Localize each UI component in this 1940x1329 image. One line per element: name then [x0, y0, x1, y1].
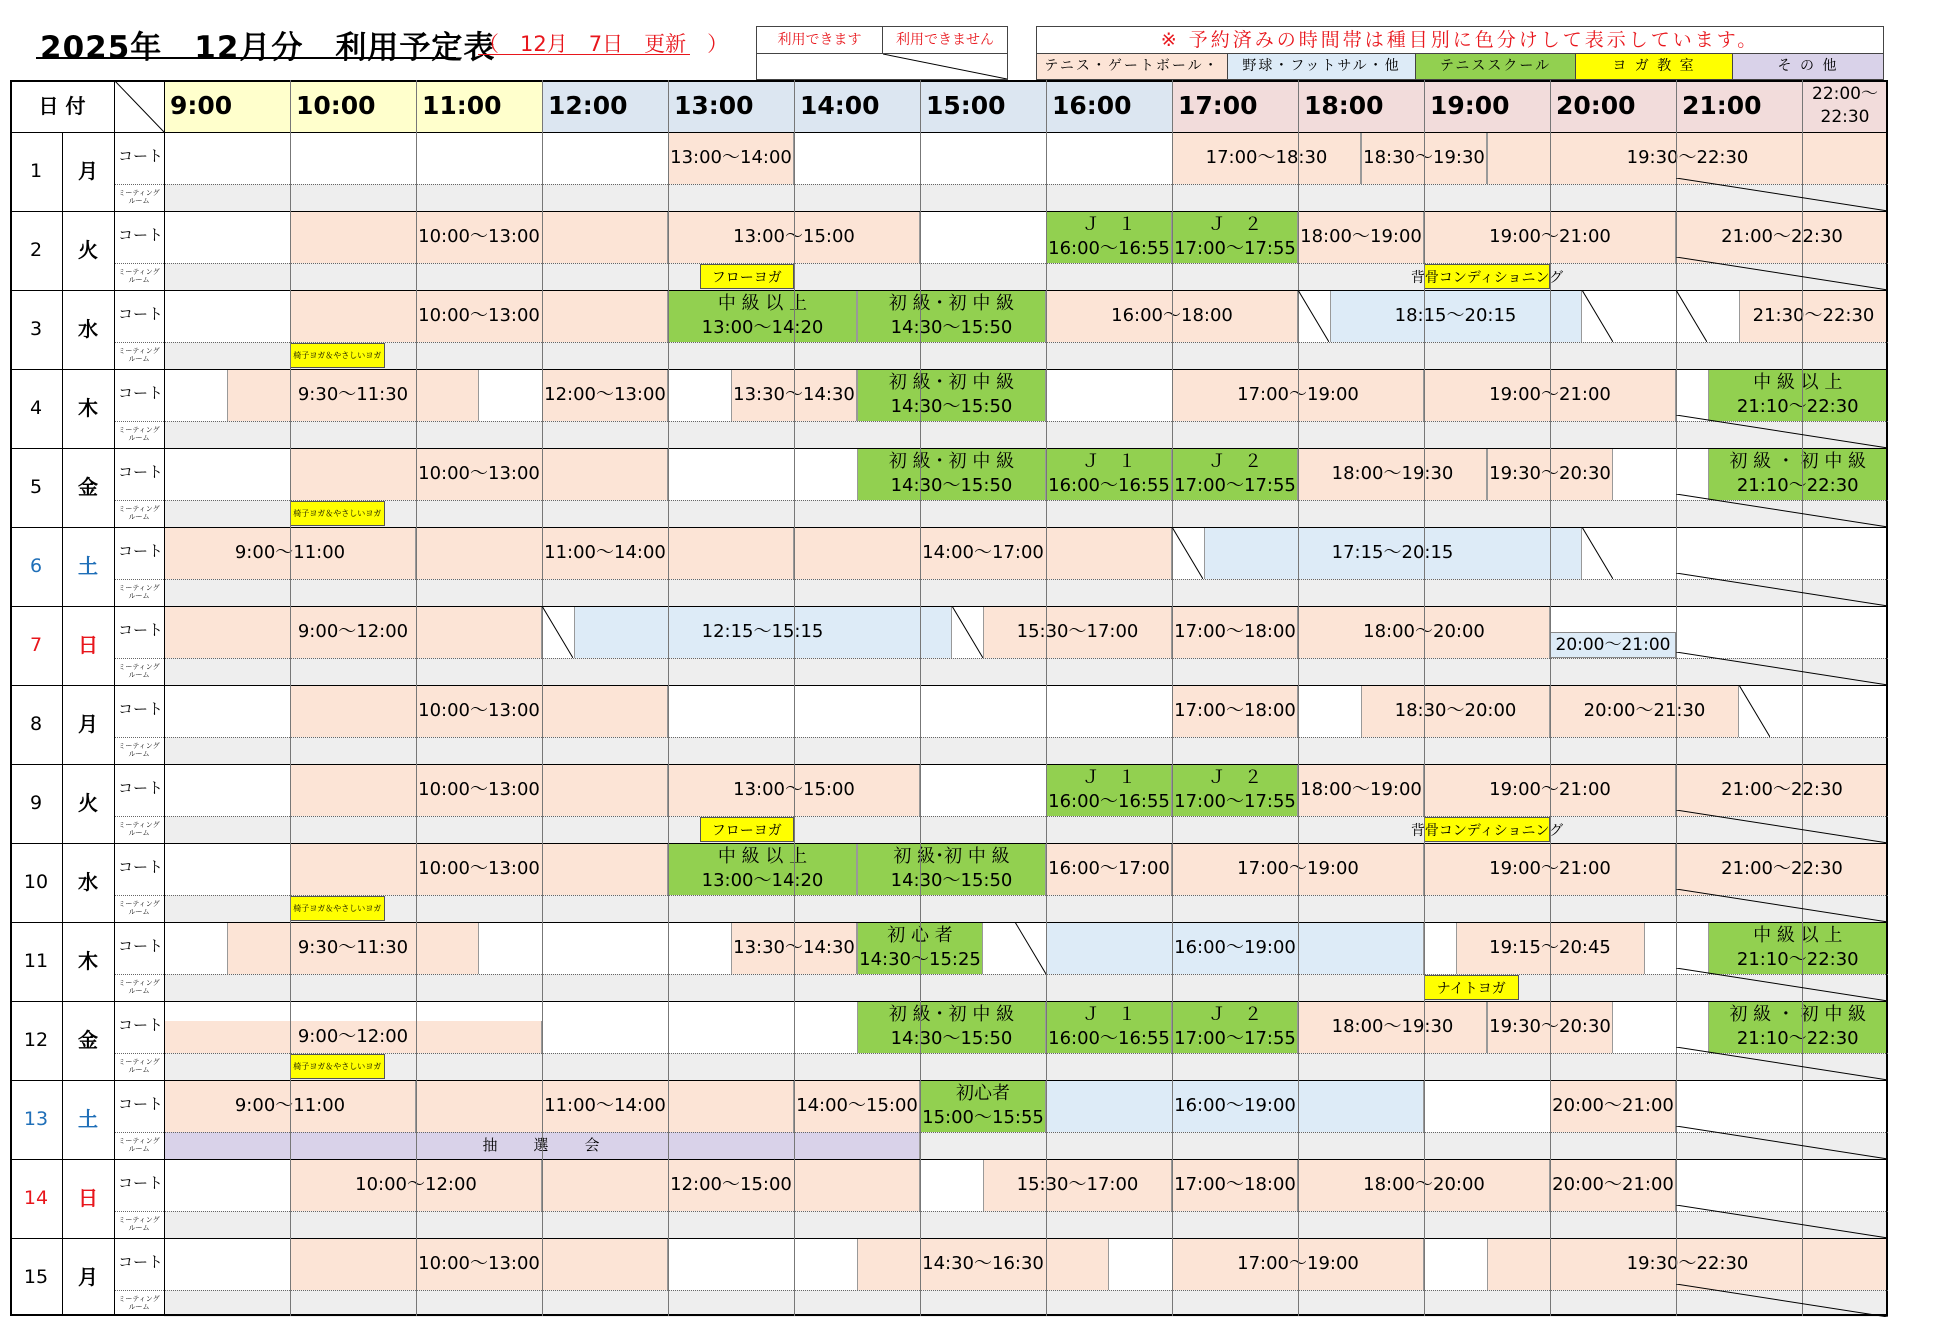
meeting-room-strip [164, 421, 1888, 448]
grid-line [114, 1053, 1888, 1054]
meeting-room-strip [164, 342, 1888, 369]
page-title: 2025年 12月分 利用予定表 [40, 30, 496, 66]
meeting-room-strip [164, 895, 1888, 922]
weekday: 土 [78, 554, 98, 578]
grid-line [10, 1001, 1888, 1002]
tennis-booking: 18:00～20:00 [1298, 606, 1550, 658]
grid-line [10, 922, 1888, 923]
tennis-booking: 10:00～12:00 [290, 1159, 542, 1211]
tennis-booking: 18:00～19:30 [1298, 448, 1487, 500]
day-number: 5 [29, 475, 43, 498]
court-label: コート [118, 384, 164, 402]
tennis-booking: 19:30～22:30 [1487, 132, 1888, 184]
tennis-school-booking: Ｊ ２ 17:00～17:55 [1172, 211, 1298, 263]
weekday: 月 [78, 159, 98, 183]
tennis-booking: 19:00～21:00 [1424, 211, 1676, 263]
tennis-booking: 21:00～22:30 [1676, 843, 1888, 895]
grid-line [10, 764, 1888, 765]
court-label: コート [118, 700, 164, 718]
day-number: 14 [23, 1186, 49, 1209]
baseball-booking: 16:00～19:00 [1046, 1080, 1424, 1132]
unavailable-slash-icon [542, 606, 573, 658]
time-header: 22:00～ 22:30 [1802, 80, 1888, 132]
legend-category: そ の 他 [1733, 54, 1883, 79]
unavailable-slash-icon [1676, 652, 1888, 685]
weekday: 木 [78, 396, 98, 420]
day-number: 11 [23, 949, 49, 972]
grid-line [10, 211, 1888, 212]
weekday: 日 [78, 1186, 98, 1210]
grid-line [10, 843, 1888, 844]
unavailable-slash-icon [952, 606, 983, 658]
day-number: 1 [29, 159, 43, 182]
unavailable-slash-icon [1676, 573, 1888, 606]
yoga-class-tag: 椅子ヨガ＆やさしいヨガ [290, 1054, 385, 1079]
grid-line [1172, 80, 1173, 1316]
grid-line [114, 263, 1888, 264]
tennis-booking: 20:00～21:00 [1550, 1159, 1676, 1211]
court-label: コート [118, 779, 164, 797]
meeting-room-strip [164, 184, 1888, 211]
grid-line [542, 80, 543, 1316]
tennis-booking: 19:00～21:00 [1424, 843, 1676, 895]
unavailable-slash-icon [1676, 257, 1888, 290]
meeting-room-label: ミーティング ルーム [118, 1136, 160, 1153]
tennis-school-booking: 中 級 以 上 13:00～14:20 [668, 290, 857, 342]
court-label: コート [118, 937, 164, 955]
tennis-booking: 14:00～15:00 [794, 1080, 920, 1132]
meeting-room-strip [164, 974, 1888, 1001]
tennis-school-booking: Ｊ ２ 17:00～17:55 [1172, 1001, 1298, 1053]
grid-line [164, 80, 165, 1316]
grid-line [10, 1080, 1888, 1081]
tennis-booking: 10:00～13:00 [290, 764, 668, 816]
tennis-booking: 10:00～13:00 [290, 843, 668, 895]
yoga-class-tag: ナイトヨガ [1424, 975, 1519, 1000]
header-diagonal [114, 80, 164, 132]
day-number: 6 [29, 554, 43, 577]
tennis-booking: 19:00～21:00 [1424, 764, 1676, 816]
day-number: 7 [29, 633, 43, 656]
tennis-booking: 10:00～13:00 [290, 290, 668, 342]
grid-line [10, 1159, 1888, 1160]
tennis-booking: 15:30～17:00 [983, 1159, 1172, 1211]
time-header: 9:00 [164, 80, 290, 132]
meeting-room-strip [164, 1053, 1888, 1080]
weekday: 火 [78, 791, 98, 815]
meeting-room-strip [164, 737, 1888, 764]
weekday: 月 [78, 712, 98, 736]
grid-line [114, 1132, 1888, 1133]
grid-line [290, 80, 291, 1316]
unavailable-slash-icon [1676, 1284, 1888, 1317]
tennis-booking: 18:30～20:00 [1361, 685, 1550, 737]
grid-line [114, 974, 1888, 975]
tennis-booking: 13:00～15:00 [668, 211, 920, 263]
tennis-booking: 16:00～18:00 [1046, 290, 1298, 342]
tennis-school-booking: 初 級・初 中 級 14:30～15:50 [857, 1001, 1046, 1053]
yoga-class-tag: フローヨガ [700, 264, 795, 289]
tennis-booking: 17:00～18:30 [1172, 132, 1361, 184]
tennis-booking: 9:00～12:00 [164, 606, 542, 658]
time-header: 17:00 [1172, 80, 1298, 132]
tennis-school-booking: Ｊ １ 16:00～16:55 [1046, 1001, 1172, 1053]
legend-note: ※ 予約済みの時間帯は種目別に色分けして表示しています。 [1037, 27, 1883, 54]
court-label: コート [118, 1174, 164, 1192]
court-label: コート [118, 858, 164, 876]
unavailable-slash-icon [1676, 290, 1707, 342]
grid-line [114, 500, 1888, 501]
tennis-school-booking: 中 級 以 上 21:10～22:30 [1708, 369, 1889, 421]
legend-unavailable: 利用できません [883, 27, 1007, 54]
tennis-school-booking: 初 級・初 中 級 14:30～15:50 [857, 369, 1046, 421]
court-label: コート [118, 621, 164, 639]
tennis-booking: 9:30～11:30 [227, 369, 479, 421]
meeting-room-label: ミーティング ルーム [118, 425, 160, 442]
grid-line [114, 1211, 1888, 1212]
tennis-booking: 14:00～17:00 [794, 527, 1172, 579]
tennis-booking: 10:00～13:00 [290, 1238, 668, 1290]
tennis-booking: 16:00～17:00 [1046, 843, 1172, 895]
grid-line [114, 895, 1888, 896]
time-header: 15:00 [920, 80, 1046, 132]
meeting-room-label: ミーティング ルーム [118, 899, 160, 916]
weekday: 水 [78, 870, 98, 894]
tennis-school-booking: 中 級 以 上 21:10～22:30 [1708, 922, 1889, 974]
tennis-booking: 17:00～18:00 [1172, 685, 1298, 737]
unavailable-slash-icon [1015, 922, 1046, 974]
tennis-booking: 11:00～14:00 [416, 1080, 794, 1132]
meeting-room-label: ミーティング ルーム [118, 662, 160, 679]
time-header: 10:00 [290, 80, 416, 132]
meeting-room-strip [164, 579, 1888, 606]
tennis-booking: 17:00～18:00 [1172, 1159, 1298, 1211]
tennis-school-booking: 初 級･初 中 級 14:30～15:50 [857, 843, 1046, 895]
grid-line [794, 80, 795, 1316]
weekday: 月 [78, 1265, 98, 1289]
tennis-school-booking: Ｊ ２ 17:00～17:55 [1172, 764, 1298, 816]
time-header: 14:00 [794, 80, 920, 132]
yoga-class-tag: 椅子ヨガ＆やさしいヨガ [290, 343, 385, 368]
meeting-room-label: ミーティング ルーム [118, 978, 160, 995]
unavailable-slash-icon [1676, 968, 1888, 1001]
court-label: コート [118, 147, 164, 165]
grid-line [1298, 80, 1299, 1316]
grid-line [114, 80, 115, 1316]
unavailable-slash-icon [1582, 527, 1613, 579]
weekday: 金 [78, 1028, 98, 1052]
meeting-room-strip [164, 658, 1888, 685]
baseball-booking: 17:15～20:15 [1204, 527, 1582, 579]
baseball-booking: 18:15～20:15 [1330, 290, 1582, 342]
tennis-booking: 17:00～19:00 [1172, 369, 1424, 421]
date-header: 日 付 [38, 93, 86, 118]
day-number: 3 [29, 317, 43, 340]
day-number: 15 [23, 1265, 49, 1288]
tennis-school-booking: Ｊ １ 16:00～16:55 [1046, 448, 1172, 500]
update-date: （ 12月 7日 更新 ） [478, 32, 729, 56]
unavailable-slash-icon [1582, 290, 1613, 342]
yoga-class-tag: 椅子ヨガ＆やさしいヨガ [290, 896, 385, 921]
grid-line [920, 80, 921, 1316]
day-number: 2 [29, 238, 43, 261]
tennis-school-booking: 初 級 ・ 初 中 級 21:10～22:30 [1708, 448, 1889, 500]
grid-line [114, 1290, 1888, 1291]
meeting-room-strip [164, 1211, 1888, 1238]
legend-category: テニス・ゲートボール・ [1037, 54, 1228, 79]
tennis-booking: 13:00～14:00 [668, 132, 794, 184]
day-number: 12 [23, 1028, 49, 1051]
tennis-school-booking: 中 級 以 上 13:00～14:20 [668, 843, 857, 895]
meeting-room-label: ミーティング ルーム [118, 1215, 160, 1232]
grid-line [1424, 80, 1425, 1316]
grid-line [114, 579, 1888, 580]
tennis-booking: 9:00～11:00 [164, 527, 416, 579]
tennis-school-booking: 初 心 者 14:30～15:25 [857, 922, 983, 974]
legend-category: テニススクール [1416, 54, 1576, 79]
grid-line [114, 421, 1888, 422]
yoga-class-tag: 椅子ヨガ＆やさしいヨガ [290, 501, 385, 526]
tennis-school-booking: 初 級・初 中 級 14:30～15:50 [857, 448, 1046, 500]
tennis-booking: 17:00～18:00 [1172, 606, 1298, 658]
meeting-room-strip [164, 500, 1888, 527]
tennis-school-booking: Ｊ １ 16:00～16:55 [1046, 211, 1172, 263]
grid-line [668, 80, 669, 1316]
meeting-room-strip [164, 263, 1888, 290]
weekday: 日 [78, 633, 98, 657]
weekday: 火 [78, 238, 98, 262]
tennis-booking: 19:00～21:00 [1424, 369, 1676, 421]
time-header: 12:00 [542, 80, 668, 132]
unavailable-slash-icon [1172, 527, 1203, 579]
tennis-booking: 21:30～22:30 [1739, 290, 1888, 342]
tennis-booking: 19:15～20:45 [1456, 922, 1645, 974]
grid-line [10, 606, 1888, 607]
court-label: コート [118, 1253, 164, 1271]
tennis-booking: 10:00～13:00 [290, 685, 668, 737]
tennis-booking: 19:30～20:30 [1487, 1001, 1613, 1053]
grid-line [1046, 80, 1047, 1316]
tennis-booking: 9:30～11:30 [227, 922, 479, 974]
unavailable-slash-icon [1298, 290, 1329, 342]
meeting-room-label: ミーティング ルーム [118, 741, 160, 758]
grid-line [1550, 80, 1551, 1316]
unavailable-slash-icon [1676, 1126, 1888, 1159]
tennis-booking: 19:30～20:30 [1487, 448, 1613, 500]
legend-available: 利用できます [757, 27, 883, 54]
court-label: コート [118, 542, 164, 560]
day-number: 4 [29, 396, 43, 419]
unavailable-slash-icon [1676, 178, 1888, 211]
yoga-class-tag: 背骨コンディショニング [1424, 817, 1550, 842]
grid-line [10, 132, 1888, 133]
day-number: 9 [29, 791, 43, 814]
tennis-booking: 12:00～13:00 [542, 369, 668, 421]
unavailable-slash-icon [1676, 494, 1888, 527]
tennis-booking: 18:00～19:00 [1298, 211, 1424, 263]
time-header: 20:00 [1550, 80, 1676, 132]
meeting-room-strip [164, 1290, 1888, 1317]
tennis-booking: 21:00～22:30 [1676, 764, 1888, 816]
tennis-booking: 17:00～19:00 [1172, 843, 1424, 895]
grid-line [114, 658, 1888, 659]
tennis-booking: 20:00～21:30 [1550, 685, 1739, 737]
tennis-booking: 10:00～13:00 [290, 448, 668, 500]
tennis-booking: 18:30～19:30 [1361, 132, 1487, 184]
grid-line [10, 685, 1888, 686]
tennis-booking: 19:30～22:30 [1487, 1238, 1888, 1290]
court-label: コート [118, 226, 164, 244]
tennis-booking: 20:00～21:00 [1550, 1080, 1676, 1132]
grid-line [416, 80, 417, 1316]
grid-line [10, 369, 1888, 370]
baseball-booking: 16:00～19:00 [1046, 922, 1424, 974]
tennis-booking: 18:00～20:00 [1298, 1159, 1550, 1211]
legend-category: ヨ ガ 教 室 [1576, 54, 1733, 79]
tennis-booking: 11:00～14:00 [416, 527, 794, 579]
grid-line [114, 184, 1888, 185]
tennis-booking: 13:30～14:30 [731, 369, 857, 421]
tennis-booking: 17:00～19:00 [1172, 1238, 1424, 1290]
meeting-room-label: ミーティング ルーム [118, 504, 160, 521]
time-header: 21:00 [1676, 80, 1802, 132]
yoga-class-tag: フローヨガ [700, 817, 795, 842]
tennis-booking: 13:00～15:00 [668, 764, 920, 816]
court-label: コート [118, 305, 164, 323]
weekday: 木 [78, 949, 98, 973]
grid-line [10, 1238, 1888, 1239]
time-header: 19:00 [1424, 80, 1550, 132]
meeting-room-label: ミーティング ルーム [118, 346, 160, 363]
tennis-school-booking: Ｊ １ 16:00～16:55 [1046, 764, 1172, 816]
time-header: 11:00 [416, 80, 542, 132]
time-header: 13:00 [668, 80, 794, 132]
grid-line [10, 448, 1888, 449]
unavailable-slash-icon [1676, 1047, 1888, 1080]
meeting-room-label: ミーティング ルーム [118, 1294, 160, 1311]
meeting-room-label: ミーティング ルーム [118, 1057, 160, 1074]
tennis-booking: 12:00～15:00 [542, 1159, 920, 1211]
baseball-booking: 12:15～15:15 [574, 606, 952, 658]
tennis-booking: 10:00～13:00 [290, 211, 668, 263]
day-number: 10 [23, 870, 49, 893]
unavailable-slash-icon [1739, 685, 1770, 737]
tennis-booking: 18:00～19:00 [1298, 764, 1424, 816]
grid-line [62, 132, 63, 1316]
unavailable-slash-icon [1676, 810, 1888, 843]
tennis-booking: 15:30～17:00 [983, 606, 1172, 658]
meeting-room-label: ミーティング ルーム [118, 267, 160, 284]
tennis-booking: 18:00～19:30 [1298, 1001, 1487, 1053]
tennis-booking: 13:30～14:30 [731, 922, 857, 974]
grid-line [114, 737, 1888, 738]
tennis-booking: 21:00～22:30 [1676, 211, 1888, 263]
tennis-school-booking: Ｊ ２ 17:00～17:55 [1172, 448, 1298, 500]
meeting-room-strip [164, 816, 1888, 843]
tennis-booking: 14:30～16:30 [857, 1238, 1109, 1290]
tennis-booking: 9:00～12:00 [164, 1021, 542, 1053]
meeting-room-label: ミーティング ルーム [118, 583, 160, 600]
legend-category: 野球・フットサル・他 [1228, 54, 1416, 79]
unavailable-slash-icon [1676, 1205, 1888, 1238]
court-label: コート [118, 1016, 164, 1034]
time-header: 18:00 [1298, 80, 1424, 132]
court-label: コート [118, 1095, 164, 1113]
tennis-school-booking: 初 級 ・ 初 中 級 21:10～22:30 [1708, 1001, 1889, 1053]
time-header: 16:00 [1046, 80, 1172, 132]
weekday: 金 [78, 475, 98, 499]
other-booking: 抽 選 会 [164, 1132, 920, 1159]
baseball-booking: 20:00～21:00 [1550, 632, 1676, 658]
meeting-room-label: ミーティング ルーム [118, 820, 160, 837]
weekday: 土 [78, 1107, 98, 1131]
tennis-booking: 9:00～11:00 [164, 1080, 416, 1132]
day-number: 13 [23, 1107, 49, 1130]
unavailable-slash-icon [1676, 415, 1888, 448]
yoga-class-tag: 背骨コンディショニング [1424, 264, 1550, 289]
court-label: コート [118, 463, 164, 481]
weekday: 水 [78, 317, 98, 341]
meeting-room-label: ミーティング ルーム [118, 188, 160, 205]
tennis-school-booking: 初心者 15:00～15:55 [920, 1080, 1046, 1132]
grid-line [114, 816, 1888, 817]
unavailable-slash-icon [1676, 889, 1888, 922]
tennis-school-booking: 初 級・初 中 級 14:30～15:50 [857, 290, 1046, 342]
day-number: 8 [29, 712, 43, 735]
grid-line [114, 342, 1888, 343]
